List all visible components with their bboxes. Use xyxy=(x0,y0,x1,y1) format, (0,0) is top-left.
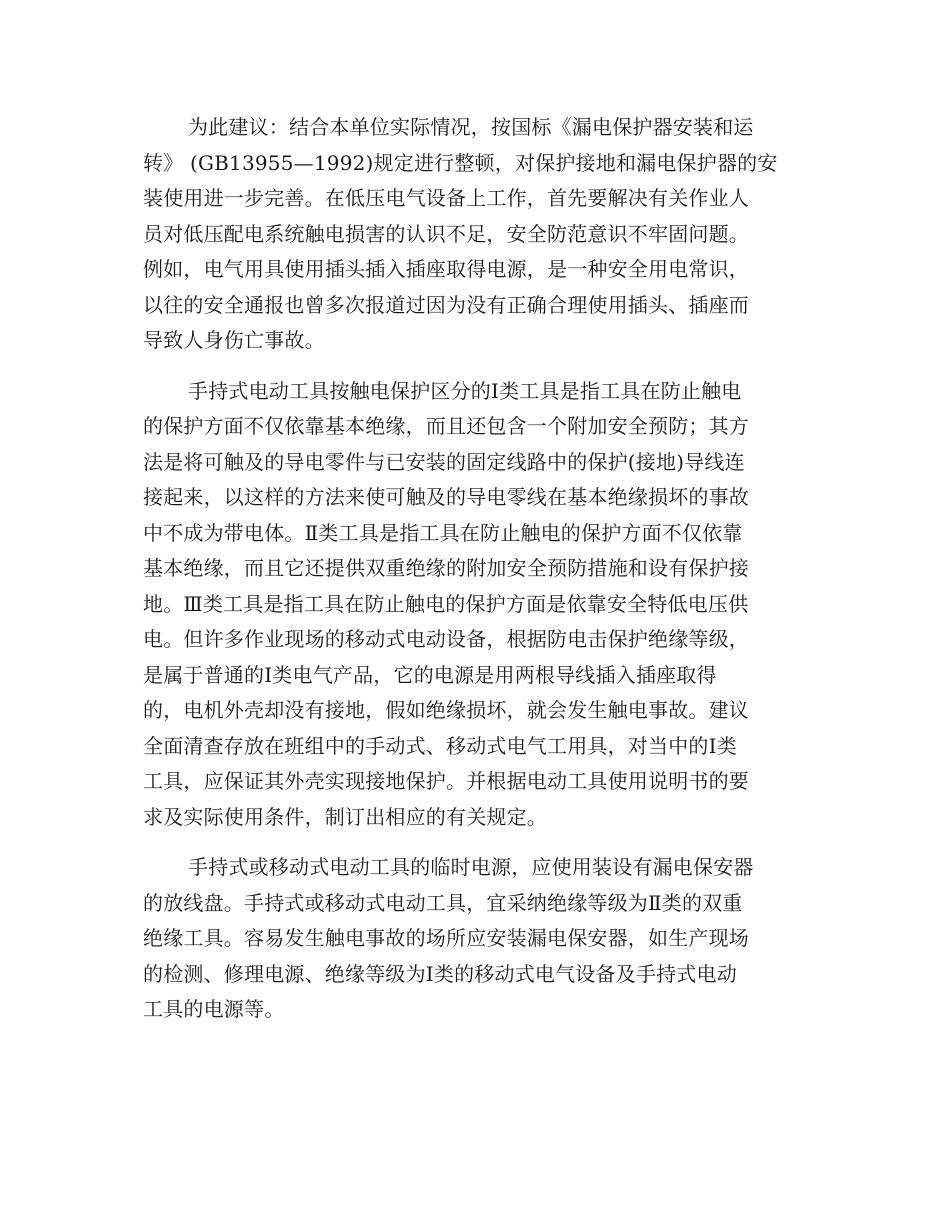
text-line: 员对低压配电系统触电损害的认识不足，安全防范意识不牢固问题。 xyxy=(143,221,749,246)
paragraph-3 xyxy=(143,850,805,1028)
text-line: 是属于普通的Ⅰ类电气产品，它的电源是用两根导线插入插座取得 xyxy=(143,662,717,687)
text-line: 求及实际使用条件，制订出相应的有关规定。 xyxy=(143,804,547,829)
text-line: 例如，电气用具使用插头插入插座取得电源，是一种安全用电常识， xyxy=(143,257,749,281)
text-line: 以往的安全通报也曾多次报道过因为没有正确合理使用插头、插座而 xyxy=(143,292,749,317)
paragraph-1 xyxy=(143,110,805,359)
text-line: 接起来，以这样的方法来使可触及的导电零线在基本绝缘损坏的事故 xyxy=(143,485,749,509)
text-line: 手持式或移动式电动工具的临时电源，应使用装设有漏电保安器 xyxy=(188,855,754,879)
text-line: 全面清查存放在班组中的手动式、移动式电气工用具，对当中的Ⅰ类 xyxy=(143,733,737,758)
text-line: 工具的电源等。 xyxy=(143,997,285,1021)
text-line: 装使用进一步完善。在低压电气设备上工作，首先要解决有关作业人 xyxy=(143,186,749,210)
text-line: 导致人身伤亡事故。 xyxy=(143,328,325,352)
text-line: 电。但许多作业现场的移动式电动设备，根据防电击保护绝缘等级， xyxy=(143,627,749,651)
text-line: 基本绝缘，而且它还提供双重绝缘的附加安全预防措施和设有保护接 xyxy=(143,556,749,580)
paragraph-2 xyxy=(143,374,805,836)
text-line: 地。Ⅲ类工具是指工具在防止触电的保护方面是依靠安全特低电压供 xyxy=(143,591,749,616)
text-line: 的放线盘。手持式或移动式电动工具，宜采纳绝缘等级为Ⅱ类的双重 xyxy=(143,890,743,915)
text-line: 的保护方面不仅依靠基本绝缘，而且还包含一个附加安全预防；其方 xyxy=(143,414,749,438)
text-line: 手持式电动工具按触电保护区分的Ⅰ类工具是指工具在防止触电 xyxy=(188,378,742,403)
text-line: 的检测、修理电源、绝缘等级为Ⅰ类的移动式电气设备及手持式电动 xyxy=(143,961,737,986)
text-line: 的，电机外壳却没有接地，假如绝缘损坏，就会发生触电事故。建议 xyxy=(143,698,749,722)
text-line: 转》 (GB13955—1992)规定进行整顿，对保护接地和漏电保护器的安 xyxy=(143,150,778,175)
text-line: 中不成为带电体。Ⅱ类工具是指工具在防止触电的保护方面不仅依靠 xyxy=(143,520,743,545)
text-line: 为此建议：结合本单位实际情况，按国标《漏电保护器安装和运 xyxy=(188,115,754,139)
document-body xyxy=(143,110,805,1043)
text-line: 工具，应保证其外壳实现接地保护。并根据电动工具使用说明书的要 xyxy=(143,769,749,793)
text-line: 法是将可触及的导电零件与已安装的固定线路中的保护(接地)导线连 xyxy=(143,449,745,474)
text-line: 绝缘工具。容易发生触电事故的场所应安装漏电保安器，如生产现场 xyxy=(143,926,749,950)
